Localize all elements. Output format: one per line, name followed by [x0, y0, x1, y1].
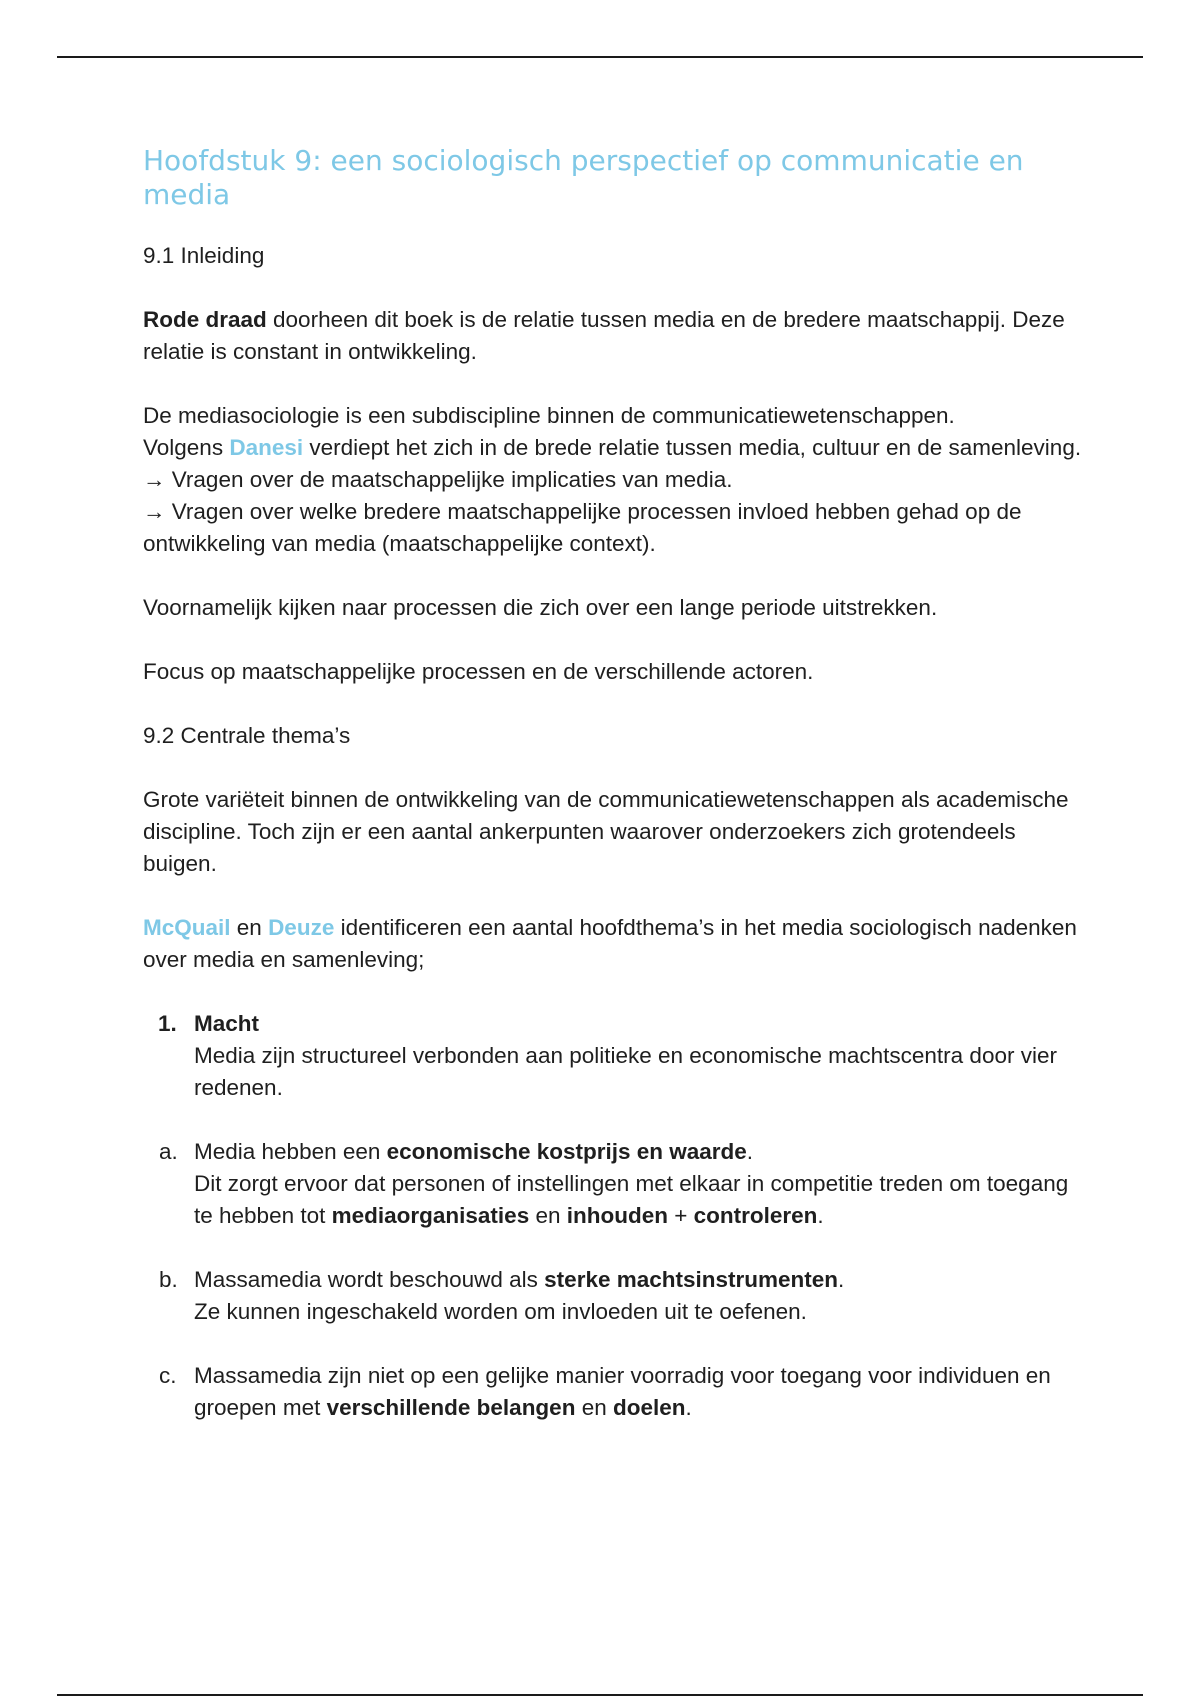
text: +	[667, 1203, 694, 1228]
footer-rule	[57, 1694, 1143, 1696]
sub-item-b	[86, 1264, 1083, 1328]
text: .	[685, 1395, 692, 1420]
arrow-point-2: → Vragen over welke bredere maatschappelijke processen invloed hebben gehad op de ontwikkeling van media (maatschappelijke context).	[143, 499, 1022, 556]
paragraph-rode-draad	[143, 304, 1083, 368]
sub-item-line: Ze kunnen ingeschakeld worden om invloeden uit te oefenen.	[194, 1299, 807, 1324]
paragraph-focus: Focus op maatschappelijke processen en de verschillende actoren.	[143, 659, 814, 684]
paragraph-variteit: Grote variëteit binnen de ontwikkeling van de communicatiewetenschappen als academische discipline. Toch zijn er een aantal ankerpunten waarover onderzoekers zich grotendeels buigen.	[143, 787, 1069, 876]
sub-item-c	[86, 1360, 1083, 1424]
text: Massamedia zijn niet op een gelijke manier voorradig voor toegang voor individuen en groepen met	[194, 1363, 1051, 1420]
paragraph-danesi	[143, 432, 1083, 464]
text: Massamedia wordt beschouwd als	[194, 1267, 545, 1292]
author-name-danesi: Danesi	[229, 435, 304, 460]
bold-term: economische kostprijs en waarde	[386, 1139, 747, 1164]
text: .	[838, 1267, 845, 1292]
paragraph-mcquail-deuze	[143, 912, 1083, 976]
header-rule	[57, 56, 1143, 58]
sub-item-line	[194, 1264, 1083, 1296]
bold-term: controleren	[693, 1203, 818, 1228]
bold-term: mediaorganisaties	[331, 1203, 530, 1228]
sub-item-a	[86, 1136, 1083, 1232]
arrow-point-1: → Vragen over de maatschappelijke implicaties van media.	[143, 467, 733, 492]
sub-item-line	[194, 1136, 1083, 1168]
paragraph-mediasociologie	[143, 400, 1083, 560]
section-heading-centrale-themas: 9.2 Centrale thema’s	[143, 723, 351, 748]
chapter-heading: Hoofdstuk 9: een sociologisch perspectief op communicatie en media	[143, 144, 1024, 211]
text: Dit zorgt ervoor dat personen of instellingen met elkaar in competitie treden om toegang te hebben tot	[194, 1171, 1069, 1228]
sub-item-line	[194, 1168, 1083, 1232]
author-name-mcquail: McQuail	[143, 915, 231, 940]
text: .	[817, 1203, 824, 1228]
list-item-title	[194, 1008, 1083, 1040]
text: en	[230, 915, 269, 940]
bold-term: doelen	[612, 1395, 686, 1420]
list-number: 1.	[158, 1011, 177, 1036]
bold-term: sterke machtsinstrumenten	[544, 1267, 839, 1292]
text: identificeren een aantal hoofdthema’s in het media sociologisch nadenken over media en samenleving;	[143, 915, 1077, 972]
text: verdiept het zich in de brede relatie tussen media, cultuur en de samenleving.	[303, 435, 1082, 460]
document-body	[143, 144, 1083, 1424]
title-text: Macht	[194, 1011, 260, 1036]
sub-item-letter: a.	[159, 1139, 178, 1164]
sub-item-letter: c.	[159, 1363, 177, 1388]
paragraph-text: doorheen dit boek is de relatie tussen media en de bredere maatschappij. Deze relatie is constant in ontwikkeling.	[143, 307, 1065, 364]
paragraph-line: De mediasociologie is een subdiscipline binnen de communicatiewetenschappen.	[143, 403, 955, 428]
text: .	[746, 1139, 754, 1164]
bold-term: inhouden	[566, 1203, 668, 1228]
section-heading-inleiding: 9.1 Inleiding	[143, 243, 265, 268]
text: Volgens	[143, 435, 230, 460]
bold-term: Rode draad	[143, 307, 267, 332]
list-item-description: Media zijn structureel verbonden aan politieke en economische machtscentra door vier redenen.	[194, 1043, 1057, 1100]
sub-item-line	[194, 1360, 1083, 1424]
text: Media hebben een	[194, 1139, 387, 1164]
list-item-macht	[143, 1008, 1083, 1104]
sub-item-letter: b.	[159, 1267, 178, 1292]
text: en	[575, 1395, 613, 1420]
bold-term: verschillende belangen	[326, 1395, 576, 1420]
text: en	[529, 1203, 567, 1228]
paragraph-voornamelijk: Voornamelijk kijken naar processen die zich over een lange periode uitstrekken.	[143, 595, 938, 620]
author-name-deuze: Deuze	[268, 915, 335, 940]
